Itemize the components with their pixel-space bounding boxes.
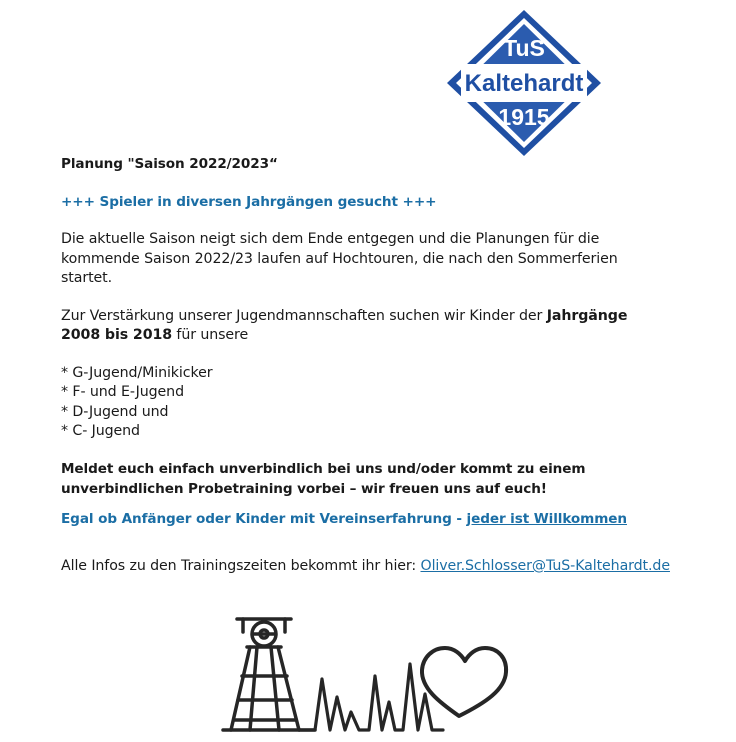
announcement-content	[61, 155, 671, 577]
planning-title: Planung "Saison 2022/2023“	[61, 156, 278, 172]
youth-team-item: * G-Jugend/Minikicker	[61, 364, 213, 381]
mining-heartbeat-graphic	[219, 612, 509, 737]
club-logo	[444, 8, 604, 158]
youth-team-item: * F- und E-Jugend	[61, 384, 184, 400]
recruitment-text-after: für unsere	[172, 327, 249, 343]
welcome-message	[61, 510, 671, 530]
youth-team-item: * D-Jugend und	[61, 403, 169, 420]
logo-year: 1915	[498, 104, 550, 130]
heart-icon	[422, 648, 506, 716]
trial-training-invite: Meldet euch einfach unverbindlich bei uns und/oder kommt zu einem unverbindlichen Probetraining vorbei – wir freuen uns auf euch!	[61, 460, 586, 497]
training-info	[61, 557, 671, 577]
recruitment-text-before: Zur Verstärkung unserer Jugendmannschaften suchen wir Kinder der	[61, 307, 547, 324]
youth-team-item: * C- Jugend	[61, 423, 140, 439]
mining-headframe-icon	[223, 619, 315, 730]
birth-year-range: Jahrgänge 2008 bis 2018	[61, 307, 628, 343]
season-intro: Die aktuelle Saison neigt sich dem Ende entgegen und die Planungen für die kommende Saison 2022/23 laufen auf Hochtouren, die nach den Sommerferien startet.	[61, 231, 618, 286]
welcome-message-prefix: Egal ob Anfänger oder Kinder mit Vereinserfahrung -	[61, 510, 467, 527]
training-info-text: Alle Infos zu den Trainingszeiten bekommt ihr hier:	[61, 558, 421, 574]
youth-team-list	[61, 364, 671, 442]
logo-club-name: Kaltehardt	[464, 70, 584, 97]
welcome-link[interactable]: jeder ist Willkommen	[466, 510, 627, 527]
contact-email-link[interactable]: Oliver.Schlosser@TuS-Kaltehardt.de	[420, 558, 670, 574]
recruitment-text	[61, 307, 671, 346]
logo-top-text: TuS	[503, 35, 545, 61]
recruitment-headline: +++ Spieler in diversen Jahrgängen gesucht +++	[61, 193, 437, 210]
